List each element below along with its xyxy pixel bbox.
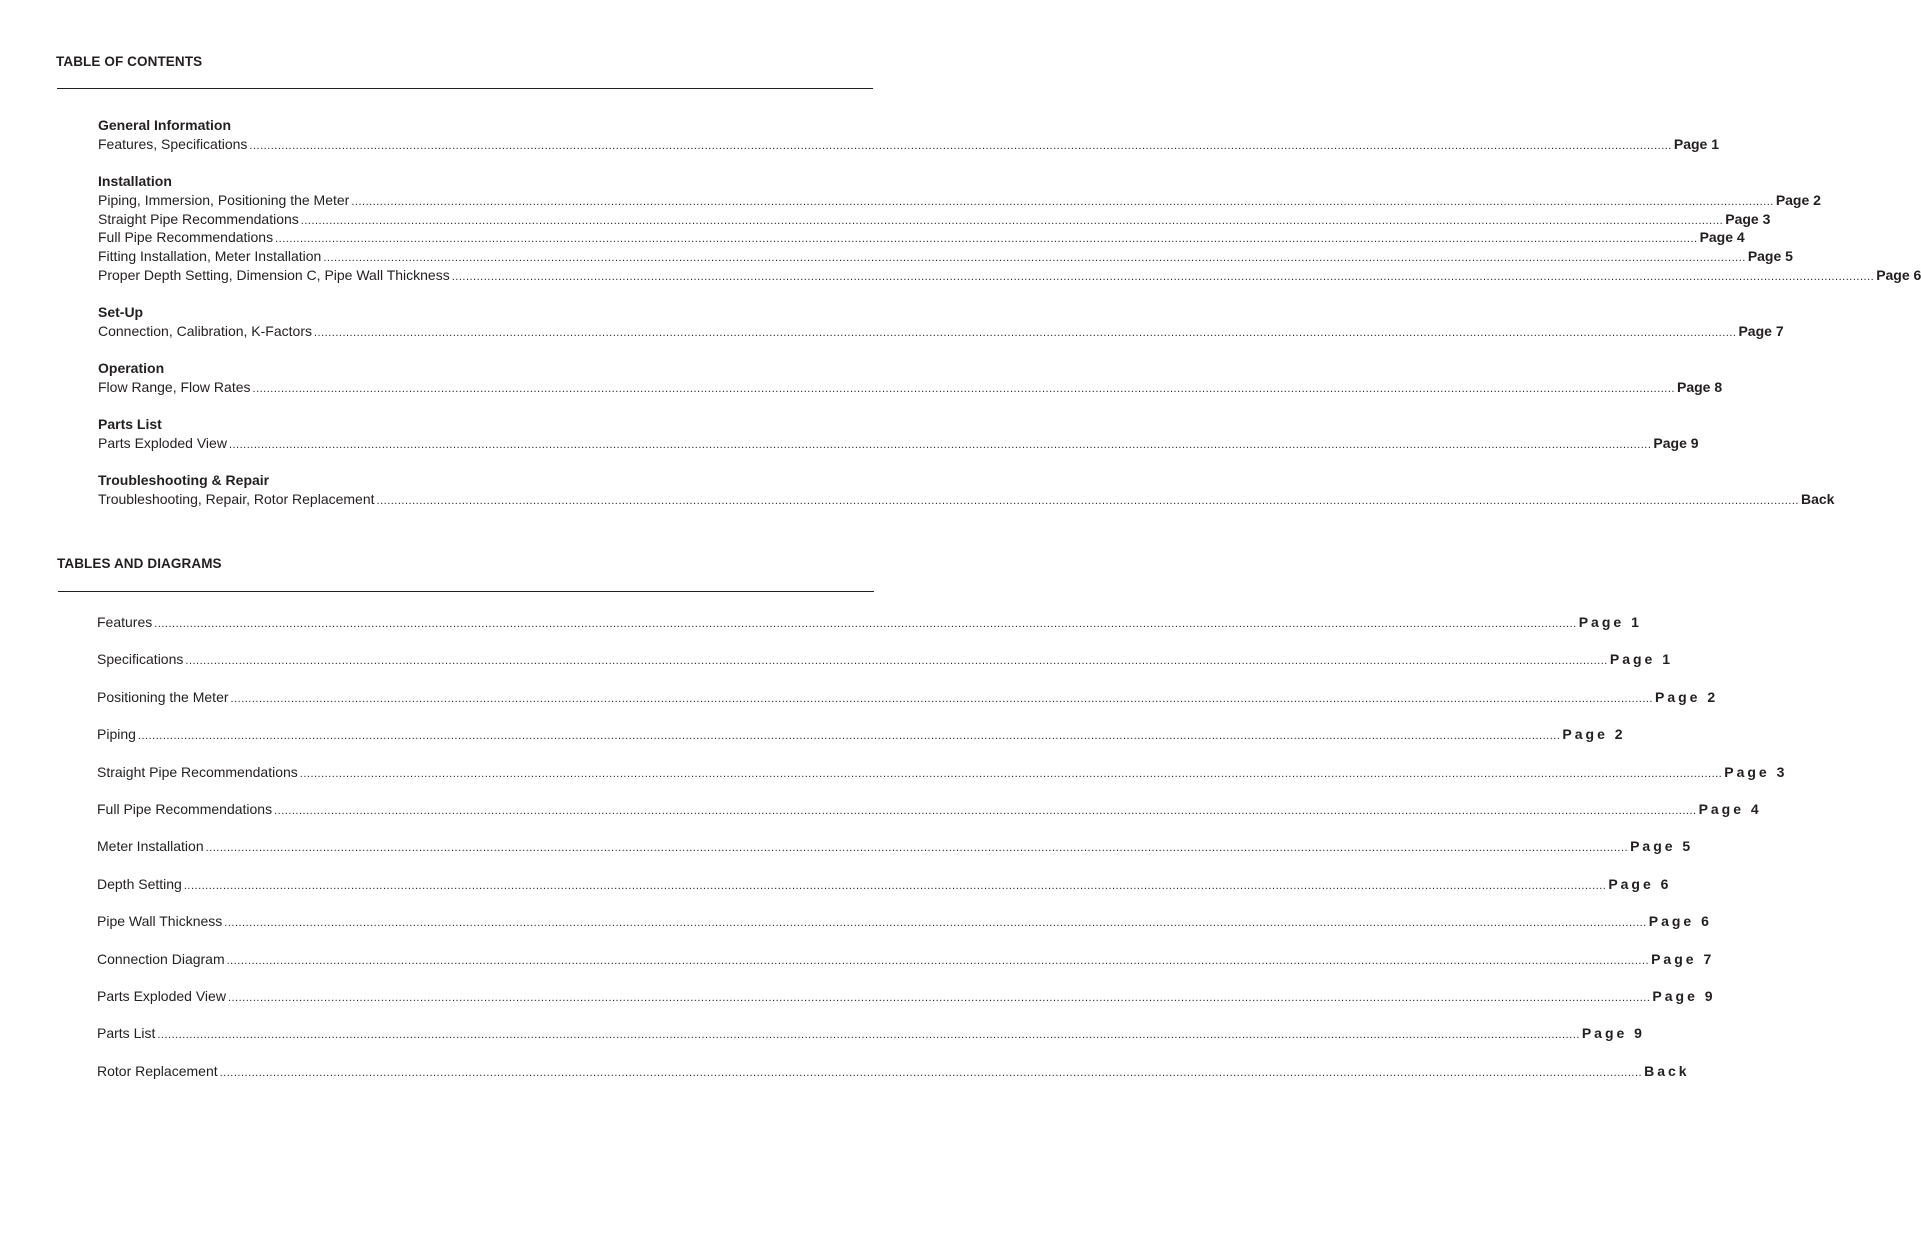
tad-entry-page: Page 1 (1609, 651, 1673, 668)
tad-entry[interactable] (97, 950, 1715, 987)
toc-entry-page: Page 1 (1673, 136, 1720, 152)
toc-entry-label: Piping, Immersion, Positioning the Meter (98, 192, 350, 209)
toc-entry-label: Straight Pipe Recommendations (98, 210, 299, 227)
toc-list (98, 116, 1921, 509)
dot-leader: ................................................................................................................................................................................................................................................................................................................................................................................................................ (249, 140, 1672, 152)
tad-entry[interactable] (97, 725, 1626, 762)
toc-entry-page: Page 6 (1876, 266, 1921, 283)
tad-entry[interactable] (97, 875, 1672, 912)
tad-entry-page: Page 9 (1652, 987, 1716, 1004)
tad-entry-label: Positioning the Meter (97, 688, 229, 705)
tad-entry[interactable] (97, 987, 1716, 1024)
tad-entry[interactable] (97, 613, 1642, 650)
toc-group (98, 303, 1784, 341)
tad-entry-page: Page 2 (1655, 688, 1719, 705)
toc-entry-label: Troubleshooting, Repair, Rotor Replacement (98, 491, 375, 508)
dot-leader: ................................................................................................................................................................................................................................................................................................................................................................................................................ (183, 879, 1607, 892)
tad-entry-label: Depth Setting (97, 875, 182, 892)
tad-entry[interactable] (97, 688, 1719, 725)
toc-group-title: Troubleshooting & Repair (98, 472, 270, 489)
tad-entry-page: Page 2 (1562, 726, 1626, 743)
tad-entry-page: Page 9 (1581, 1025, 1645, 1042)
tad-entry-page: Page 7 (1651, 950, 1715, 967)
dot-leader: ................................................................................................................................................................................................................................................................................................................................................................................................................ (252, 382, 1675, 395)
toc-group-title: Set-Up (98, 303, 144, 320)
toc-entry-label: Full Pipe Recommendations (98, 229, 274, 246)
dot-leader: ................................................................................................................................................................................................................................................................................................................................................................................................................ (227, 991, 1651, 1004)
toc-entry-label: Flow Range, Flow Rates (98, 378, 251, 395)
tad-entry-label: Connection Diagram (97, 950, 225, 967)
tad-entry-page: Page 5 (1630, 838, 1694, 855)
tad-entry-label: Features (97, 614, 153, 630)
dot-leader: ................................................................................................................................................................................................................................................................................................................................................................................................................ (300, 214, 1724, 227)
dot-leader: ................................................................................................................................................................................................................................................................................................................................................................................................................ (299, 767, 1723, 780)
toc-heading: TABLE OF CONTENTS (56, 54, 203, 69)
toc-entry[interactable] (98, 228, 1745, 247)
toc-entry[interactable] (98, 490, 1835, 509)
tad-entry-page: Page 4 (1698, 800, 1762, 817)
dot-leader: ................................................................................................................................................................................................................................................................................................................................................................................................................ (154, 618, 1577, 630)
toc-entry-label: Features, Specifications (98, 136, 248, 152)
dot-leader: ................................................................................................................................................................................................................................................................................................................................................................................................................ (219, 1066, 1643, 1079)
dot-leader: ................................................................................................................................................................................................................................................................................................................................................................................................................ (351, 196, 1774, 209)
toc-group (98, 415, 1699, 453)
tables-diagrams-divider (58, 591, 874, 592)
toc-entry-page: Page 5 (1747, 247, 1793, 264)
dot-leader: ................................................................................................................................................................................................................................................................................................................................................................................................................ (451, 270, 1875, 283)
tad-entry-label: Meter Installation (97, 838, 204, 855)
toc-group-title: Installation (98, 173, 172, 190)
tad-entry-page: Page 1 (1578, 614, 1642, 630)
toc-divider (57, 88, 873, 89)
dot-leader: ................................................................................................................................................................................................................................................................................................................................................................................................................ (228, 439, 1652, 452)
tad-entry-page: Back (1644, 1062, 1690, 1079)
toc-entry[interactable] (98, 322, 1784, 341)
dot-leader: ................................................................................................................................................................................................................................................................................................................................................................................................................ (226, 954, 1650, 967)
toc-entry-page: Page 3 (1725, 210, 1771, 227)
tad-entry-page: Page 6 (1608, 875, 1672, 892)
tad-entry-label: Piping (97, 726, 136, 743)
toc-entry-label: Parts Exploded View (98, 435, 227, 452)
toc-entry[interactable] (98, 191, 1821, 210)
tad-entry[interactable] (97, 800, 1762, 837)
toc-entry[interactable] (98, 247, 1793, 266)
tad-entry-page: Page 3 (1724, 763, 1788, 780)
dot-leader: ................................................................................................................................................................................................................................................................................................................................................................................................................ (323, 251, 1746, 264)
dot-leader: ................................................................................................................................................................................................................................................................................................................................................................................................................ (205, 842, 1629, 855)
tad-entry[interactable] (97, 837, 1694, 874)
tad-entry-label: Parts Exploded View (97, 987, 226, 1004)
toc-entry-label: Connection, Calibration, K-Factors (98, 322, 312, 339)
tad-entry-label: Specifications (97, 651, 184, 668)
toc-entry-page: Page 2 (1775, 192, 1821, 209)
dot-leader: ................................................................................................................................................................................................................................................................................................................................................................................................................ (224, 917, 1647, 930)
tad-entry[interactable] (97, 1024, 1645, 1061)
dot-leader: ................................................................................................................................................................................................................................................................................................................................................................................................................ (185, 655, 1608, 668)
dot-leader: ................................................................................................................................................................................................................................................................................................................................................................................................................ (137, 730, 1561, 743)
toc-entry-page: Back (1801, 491, 1835, 508)
toc-entry-page: Page 8 (1676, 378, 1723, 395)
tad-entry-label: Full Pipe Recommendations (97, 800, 273, 817)
dot-leader: ................................................................................................................................................................................................................................................................................................................................................................................................................ (376, 495, 1799, 508)
tad-entry-label: Rotor Replacement (97, 1062, 218, 1079)
tables-diagrams-list (97, 613, 1788, 1099)
toc-group-title: Operation (98, 359, 165, 376)
toc-entry-label: Proper Depth Setting, Dimension C, Pipe Wall Thickness (98, 266, 450, 283)
toc-entry[interactable] (98, 378, 1723, 397)
toc-group-title: General Information (98, 117, 232, 133)
tad-entry-page: Page 6 (1648, 913, 1712, 930)
tad-entry[interactable] (97, 763, 1788, 800)
tad-entry[interactable] (97, 1062, 1690, 1099)
tad-entry[interactable] (97, 912, 1712, 949)
toc-group (98, 359, 1723, 397)
dot-leader: ................................................................................................................................................................................................................................................................................................................................................................................................................ (157, 1029, 1580, 1042)
tad-entry[interactable] (97, 650, 1673, 687)
toc-entry[interactable] (98, 210, 1771, 229)
toc-entry-page: Page 9 (1653, 435, 1699, 452)
toc-group (98, 471, 1835, 509)
toc-entry-label: Fitting Installation, Meter Installation (98, 247, 322, 264)
tad-entry-label: Pipe Wall Thickness (97, 913, 223, 930)
tad-entry-label: Straight Pipe Recommendations (97, 763, 298, 780)
toc-group (98, 172, 1921, 284)
toc-group (98, 116, 1720, 154)
toc-group-title: Parts List (98, 416, 162, 433)
dot-leader: ................................................................................................................................................................................................................................................................................................................................................................................................................ (275, 233, 1698, 246)
toc-entry-page: Page 4 (1699, 229, 1745, 246)
toc-entry-page: Page 7 (1738, 322, 1784, 339)
tad-entry-label: Parts List (97, 1025, 156, 1042)
toc-entry[interactable] (98, 266, 1921, 285)
toc-entry[interactable] (98, 135, 1720, 154)
toc-entry[interactable] (98, 434, 1699, 453)
dot-leader: ................................................................................................................................................................................................................................................................................................................................................................................................................ (274, 804, 1697, 817)
tables-diagrams-heading: TABLES AND DIAGRAMS (57, 556, 222, 571)
dot-leader: ................................................................................................................................................................................................................................................................................................................................................................................................................ (230, 692, 1653, 705)
dot-leader: ................................................................................................................................................................................................................................................................................................................................................................................................................ (314, 326, 1737, 339)
